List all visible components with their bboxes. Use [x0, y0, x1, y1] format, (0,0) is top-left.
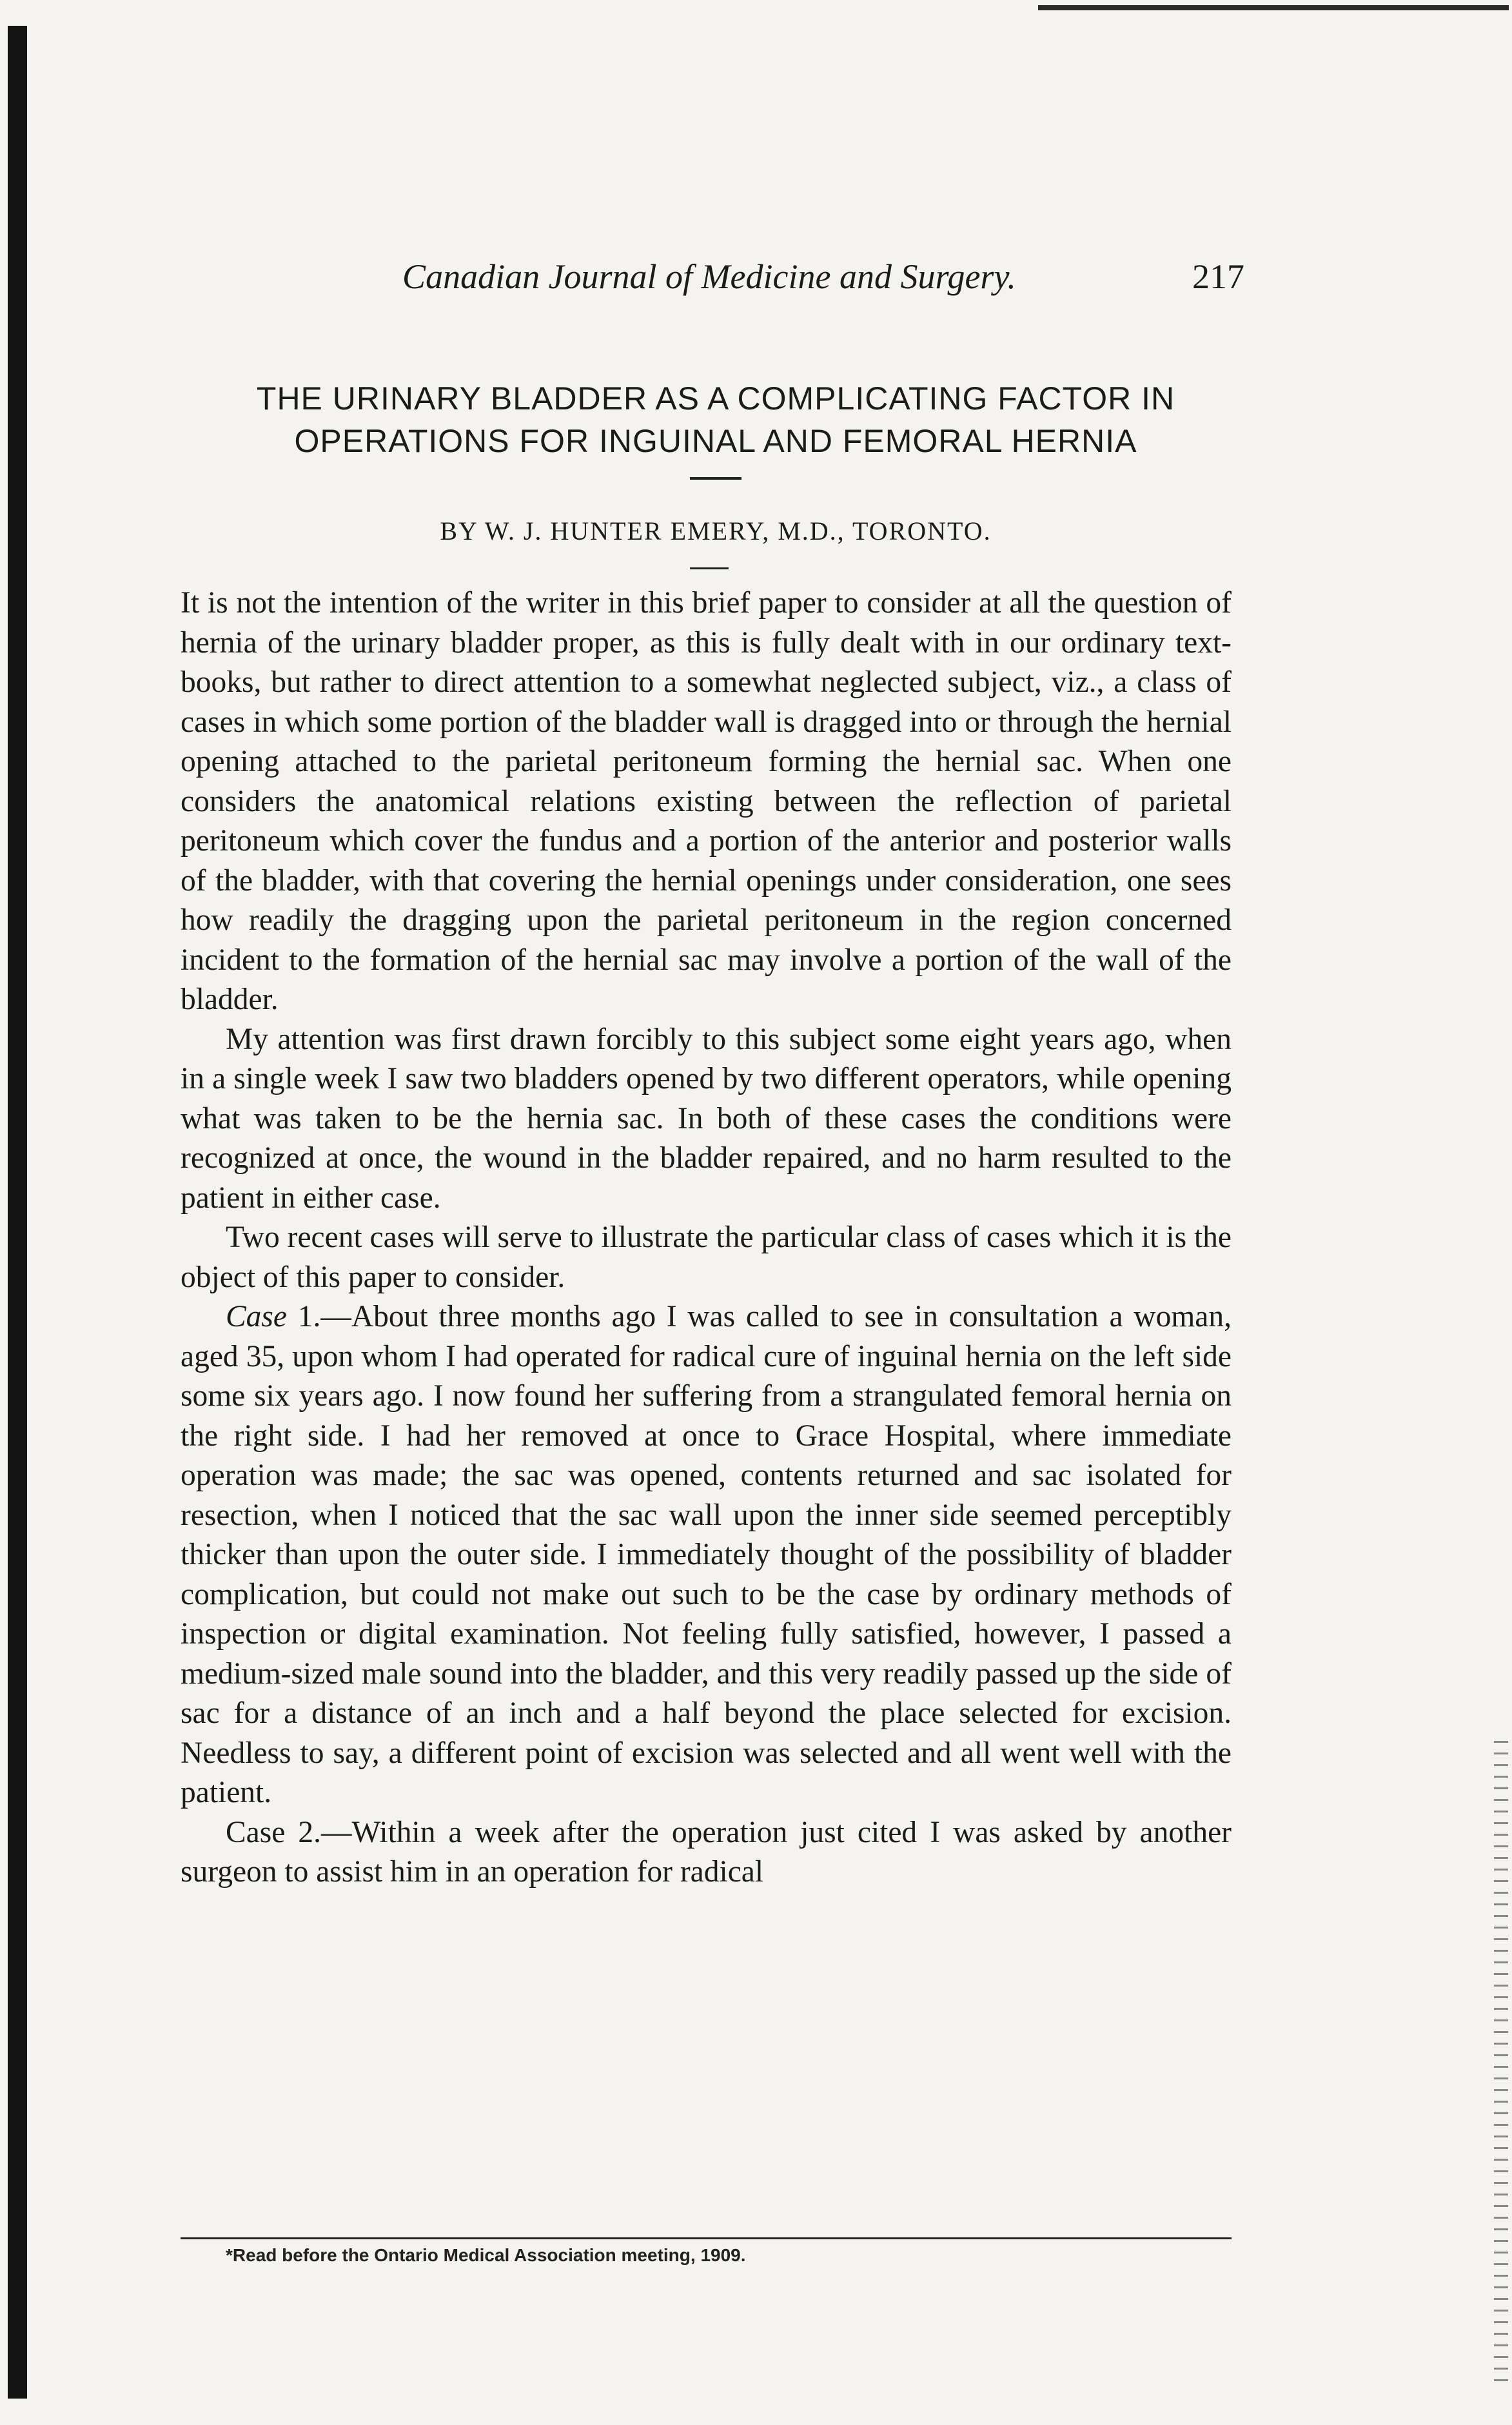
title-line-2: OPERATIONS FOR INGUINAL AND FEMORAL HERNIA — [294, 423, 1137, 459]
paragraph-2: My attention was first drawn forcibly to this subject some eight years ago, when in a single week I saw two bladders opened by two different operators, while opening what was taken to be the hernia sac. In both of these cases the conditions were recognized at once, the wound in the bladder repaired, and no harm resulted to the patient in either case. — [181, 1022, 1232, 1215]
paragraph-1: It is not the intention of the writer in this brief paper to consider at all the question of hernia of the urinary bladder proper, as this is fully dealt with in our ordinary text-books, but rather to direct attention to a somewhat neglected subject, viz., a class of cases in which some portion of the bladder wall is dragged into or through the hernial opening attached to the parietal peritoneum forming the hernial sac. When one considers the anatomical relations existing between the reflection of parietal peritoneum which cover the fundus and a portion of the anterior and posterior walls of the bladder, with that covering the hernial openings under consideration, one sees how readily the dragging upon the parietal peritoneum in the region concerned incident to the formation of the hernial sac may involve a portion of the wall of the bladder. — [181, 586, 1232, 1016]
running-head: Canadian Journal of Medicine and Surgery. — [402, 257, 1016, 296]
page-header — [174, 257, 1244, 315]
article-body — [181, 584, 1232, 1892]
paragraph-case-1 — [181, 1297, 1232, 1813]
title-line-1: THE URINARY BLADDER AS A COMPLICATING FACTOR IN — [256, 380, 1175, 417]
byline: BY W. J. HUNTER EMERY, M.D., TORONTO. — [440, 516, 992, 545]
page-number: 217 — [1192, 257, 1244, 296]
title-divider — [690, 477, 741, 480]
scan-top-rule — [1038, 5, 1509, 10]
article-title — [135, 377, 1296, 462]
case-1-label: Case — [226, 1300, 287, 1333]
case-1-text: About three months ago I was called to see in consultation a woman, aged 35, upon whom I had operated for radical cure of inguinal hernia on the left side some six years ago. I now found her suffering from a strangulated femoral hernia on the right side. I had her removed at once to Grace Hospital, where immediate operation was made; the sac was opened, contents returned and sac isolated for resection, when I noticed that the sac wall upon the inner side seemed perceptibly thicker than upon the outer side. I immediately thought of the possibility of bladder complication, but could not make out such to be the case by ordinary methods of inspection or digital examination. Not feeling fully satisfied, however, I passed a medium-sized male sound into the bladder, and this very readily passed up the side of sac for a distance of an inch and a half beyond the place selected for excision. Needless to say, a different point of excision was selected and all went well with the patient. — [181, 1300, 1232, 1809]
case-1-number: 1.— — [287, 1300, 351, 1333]
byline-divider — [690, 567, 729, 569]
scan-edge-bar — [8, 26, 27, 2399]
footnote: *Read before the Ontario Medical Association meeting, 1909. — [226, 2245, 746, 2265]
scan-edge-specks — [1494, 1741, 1508, 2386]
paragraph-case-2: Case 2.—Within a week after the operation just cited I was asked by another surgeon to assist him in an operation for radical — [181, 1815, 1232, 1889]
footnote-divider — [181, 2237, 1232, 2239]
paragraph-3: Two recent cases will serve to illustrate the particular class of cases which it is the object of this paper to consider. — [181, 1221, 1232, 1294]
